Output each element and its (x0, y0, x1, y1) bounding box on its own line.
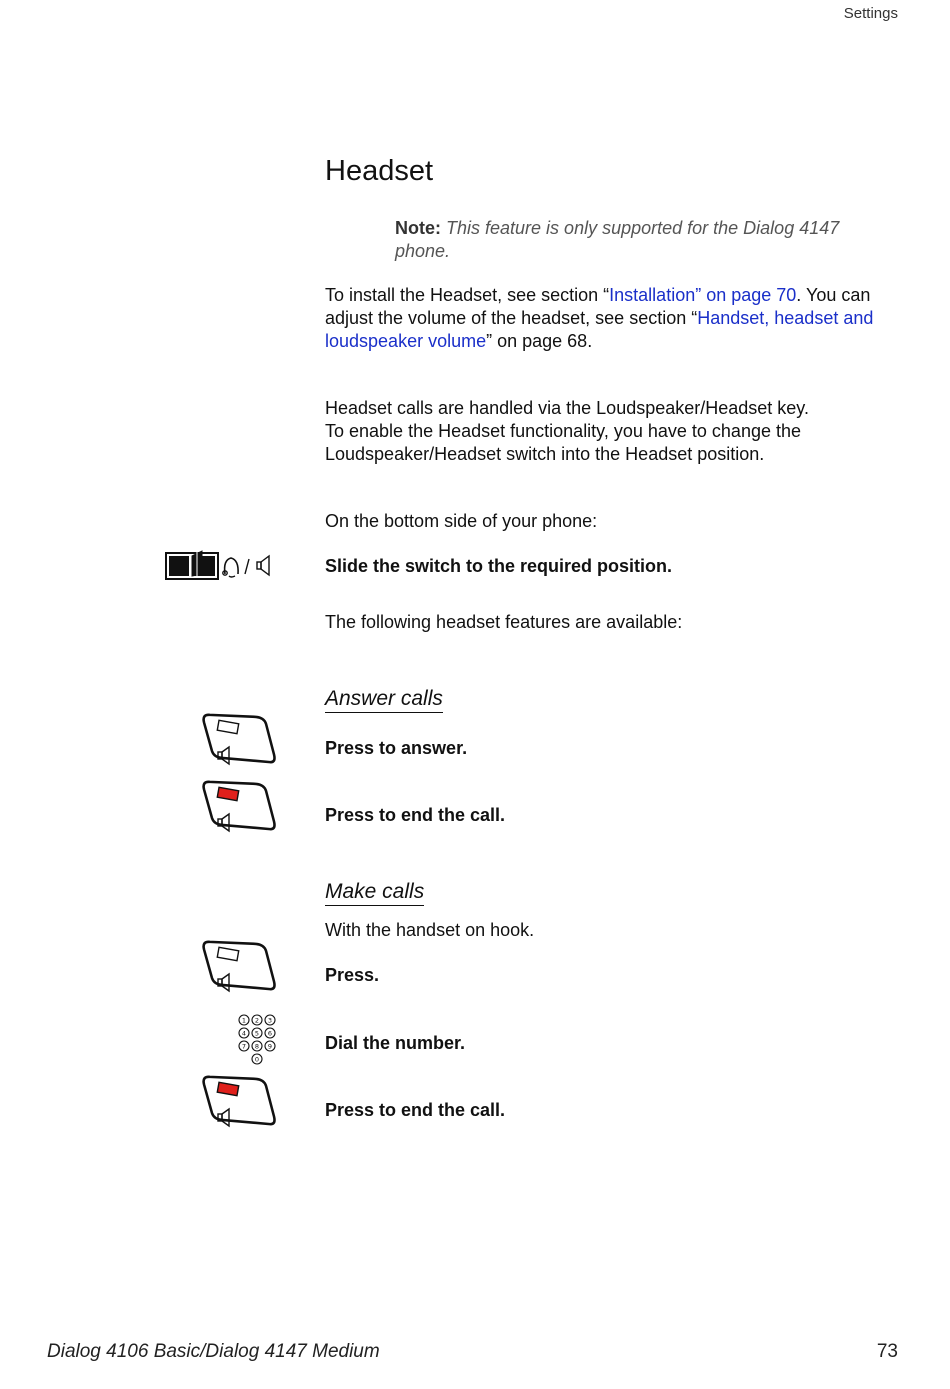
loudspeaker-key-icon (200, 937, 278, 995)
answer-calls-heading: Answer calls (325, 687, 443, 713)
running-header-section: Settings (843, 5, 898, 22)
make-calls-intro: With the handset on hook. (325, 920, 535, 940)
keypad-key: 7 (241, 1042, 247, 1051)
keypad-key: 1 (241, 1016, 247, 1025)
bottom-side-text: On the bottom side of your phone: (325, 511, 598, 531)
press-step: Press. (325, 965, 380, 985)
loudspeaker-key-lit-icon (200, 777, 278, 835)
installation-link[interactable]: Installation” on page 70 (609, 285, 797, 305)
headset-calls-line-2: To enable the Headset functionality, you have to change the Loudspeaker/Headset switch into the Headset position. (325, 421, 801, 464)
end-call-step: Press to end the call. (325, 1100, 506, 1120)
headset-switch-icon (165, 550, 275, 582)
end-call-step: Press to end the call. (325, 805, 506, 825)
footer-document-title: Dialog 4106 Basic/Dialog 4147 Medium (47, 1341, 380, 1362)
install-text-2: . You can adjust the volume of the headset, see section “ (325, 285, 871, 328)
keypad-key: 8 (254, 1042, 260, 1051)
install-paragraph (325, 284, 895, 353)
note-text: This feature is only supported for the Dialog 4147 phone. (395, 218, 840, 261)
note (395, 217, 895, 263)
keypad-key: 3 (267, 1016, 273, 1025)
answer-step: Press to answer. (325, 738, 468, 758)
keypad-key: 5 (254, 1029, 260, 1038)
keypad-key: 6 (267, 1029, 273, 1038)
keypad-key: 0 (254, 1055, 260, 1064)
page-number: 73 (876, 1341, 898, 1362)
note-label: Note: (395, 218, 441, 238)
dial-number-step: Dial the number. (325, 1033, 466, 1053)
features-intro-text: The following headset features are available: (325, 612, 683, 632)
slide-switch-step: Slide the switch to the required position. (325, 556, 673, 576)
page-title: Headset (325, 155, 434, 187)
keypad-icon (237, 1013, 279, 1069)
headset-calls-line-1: Headset calls are handled via the Loudspeaker/Headset key. (325, 398, 809, 418)
loudspeaker-key-lit-icon (200, 1072, 278, 1130)
headset-calls-paragraph (325, 397, 895, 466)
install-text-1: To install the Headset, see section “ (325, 285, 610, 305)
keypad-key: 4 (241, 1029, 247, 1038)
loudspeaker-key-icon (200, 710, 278, 768)
keypad-key: 9 (267, 1042, 273, 1051)
make-calls-heading: Make calls (325, 880, 424, 906)
keypad-key: 2 (254, 1016, 260, 1025)
volume-link[interactable]: Handset, headset and loudspeaker volume (325, 308, 874, 351)
install-text-3: ” on page 68. (486, 331, 593, 351)
